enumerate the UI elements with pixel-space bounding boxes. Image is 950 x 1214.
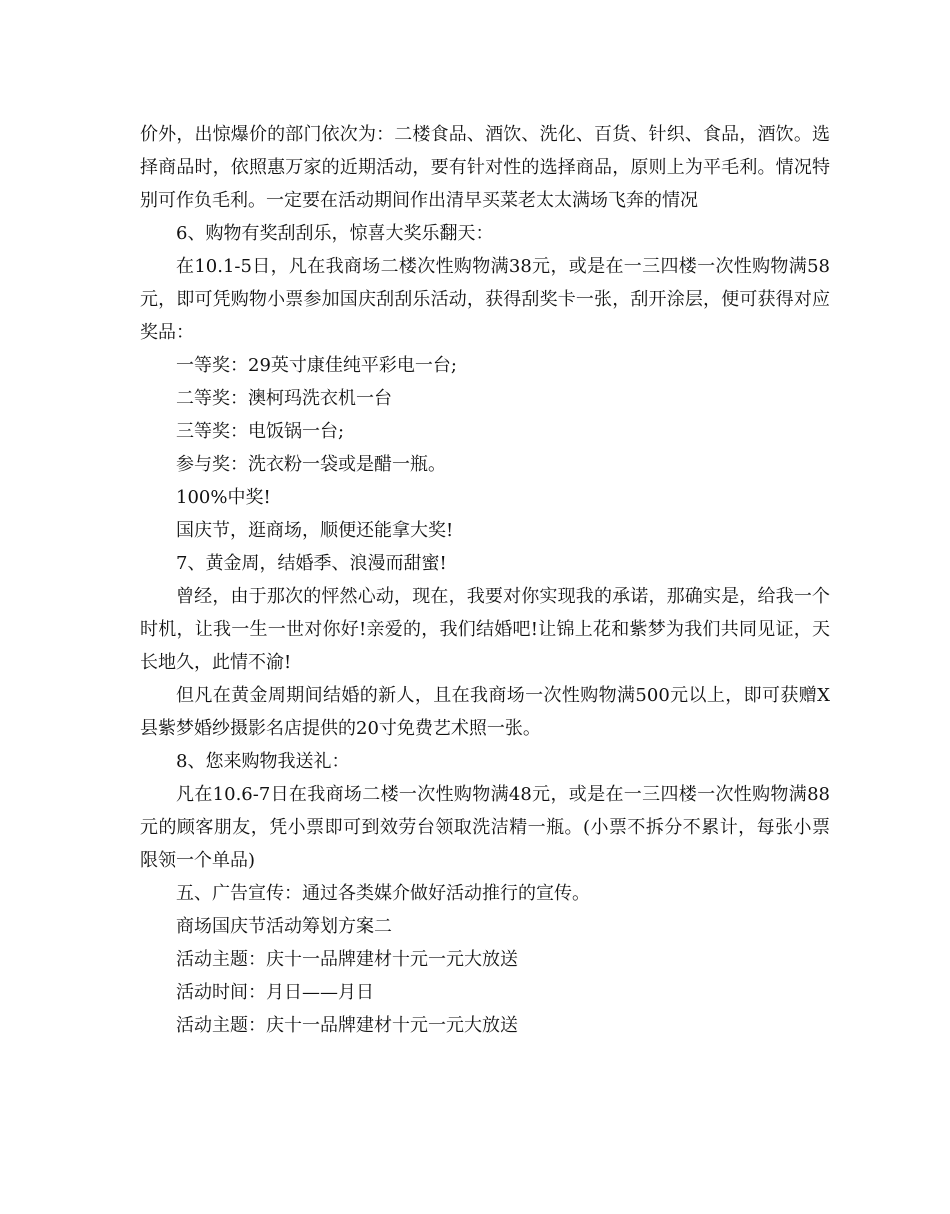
prize-second: 二等奖：澳柯玛洗衣机一台 (176, 388, 392, 409)
section-heading-6: 6、购物有奖刮刮乐，惊喜大奖乐翻天： (176, 223, 494, 244)
activity-time: 活动时间：月日——月日 (176, 982, 374, 1003)
paragraph: 凡在10.6-7日在我商场二楼一次性购物满48元，或是在一三四楼一次性购物满88元的顾客朋友，凭小票即可到效劳台领取洗洁精一瓶。(小票不拆分不累计，每张小票限领一个单品) (140, 784, 830, 871)
activity-theme: 活动主题：庆十一品牌建材十元一元大放送 (176, 1015, 518, 1036)
paragraph: 价外，出惊爆价的部门依次为：二楼食品、酒饮、洗化、百货、针织、食品，酒饮。选择商品时，依照惠万家的近期活动，要有针对性的选择商品，原则上为平毛利。情况特别可作负毛利。一定要在活动期间作出清早买菜老太太满场飞奔的情况 (140, 124, 830, 211)
paragraph: 100%中奖! (176, 487, 271, 508)
section-heading-8: 8、您来购物我送礼： (176, 751, 350, 772)
activity-theme: 活动主题：庆十一品牌建材十元一元大放送 (176, 949, 518, 970)
plan-title: 商场国庆节活动筹划方案二 (176, 916, 392, 937)
paragraph: 曾经，由于那次的怦然心动，现在，我要对你实现我的承诺，那确实是，给我一个时机，让我一生一世对你好!亲爱的，我们结婚吧!让锦上花和紫梦为我们共同见证，天长地久，此情不渝! (140, 586, 830, 673)
paragraph: 国庆节，逛商场，顺便还能拿大奖! (176, 520, 454, 541)
paragraph: 在10.1-5日，凡在我商场二楼次性购物满38元，或是在一三四楼一次性购物满58元，即可凭购物小票参加国庆刮刮乐活动，获得刮奖卡一张，刮开涂层，便可获得对应奖品： (140, 256, 830, 343)
section-heading-5: 五、广告宣传：通过各类媒介做好活动推行的宣传。 (176, 883, 590, 904)
prize-participation: 参与奖：洗衣粉一袋或是醋一瓶。 (176, 454, 446, 475)
document-body (140, 118, 830, 1042)
prize-third: 三等奖：电饭锅一台; (176, 421, 345, 442)
prize-first: 一等奖：29英寸康佳纯平彩电一台; (176, 355, 457, 376)
paragraph: 但凡在黄金周期间结婚的新人，且在我商场一次性购物满500元以上，即可获赠X县紫梦婚纱摄影名店提供的20寸免费艺术照一张。 (140, 685, 830, 739)
section-heading-7: 7、黄金周，结婚季、浪漫而甜蜜! (176, 553, 447, 574)
